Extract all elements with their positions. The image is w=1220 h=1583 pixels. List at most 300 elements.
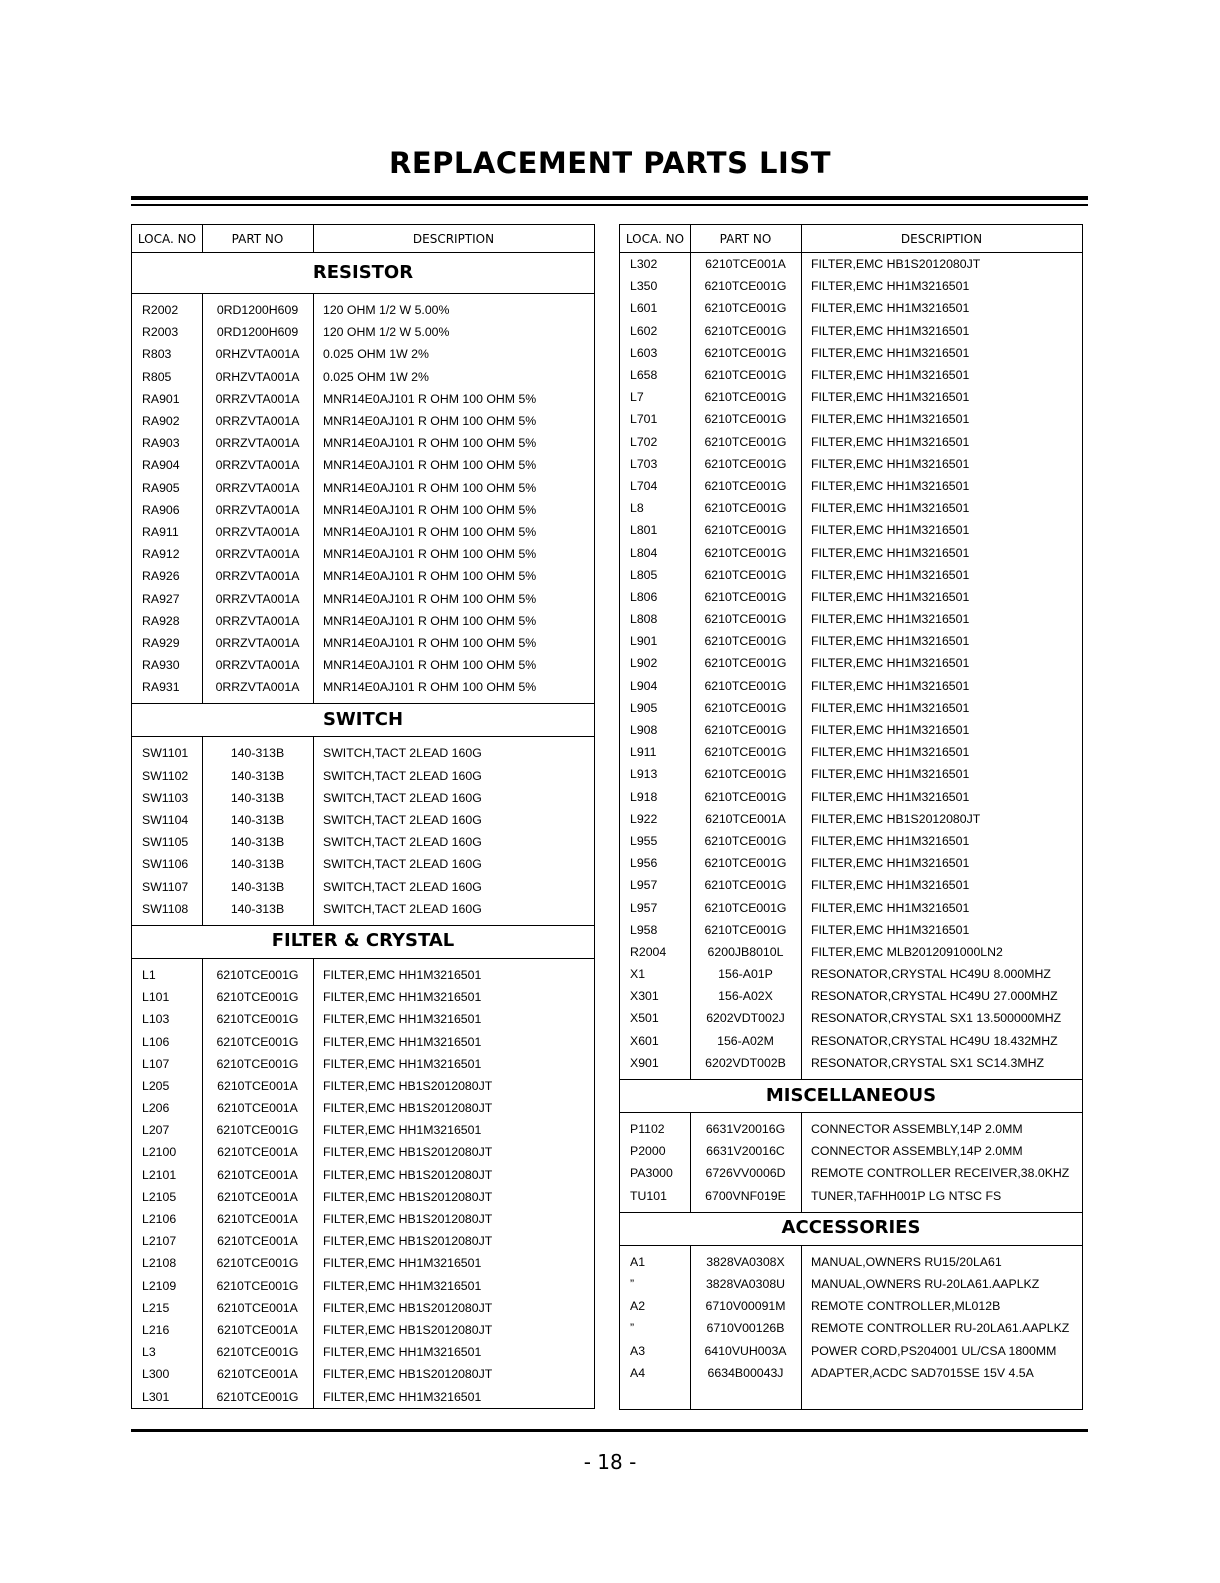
loca-no-cell: L207: [142, 1123, 170, 1138]
table-row: [620, 364, 1082, 386]
part-no-cell: 6210TCE001A: [217, 1189, 298, 1204]
table-row: [132, 1075, 594, 1097]
loca-no-cell: L103: [142, 1012, 170, 1027]
part-no-cell: 6210TCE001G: [704, 368, 787, 383]
description-cell: FILTER,EMC HH1M3216501: [323, 1345, 482, 1360]
table-row: [132, 1363, 594, 1385]
part-no-cell: 6210TCE001G: [704, 279, 787, 294]
description-cell: SWITCH,TACT 2LEAD 160G: [323, 835, 482, 850]
description-cell: FILTER,EMC HH1M3216501: [811, 345, 970, 360]
part-no-cell: 156-A02M: [717, 1033, 774, 1048]
loca-no-cell: RA929: [142, 635, 180, 650]
description-cell: FILTER,EMC HH1M3216501: [811, 767, 970, 782]
table-row: [620, 808, 1082, 830]
table-row: [132, 343, 594, 365]
description-cell: FILTER,EMC HH1M3216501: [323, 1256, 482, 1271]
loca-no-cell: ”: [630, 1276, 635, 1291]
description-cell: FILTER,EMC HH1M3216501: [323, 990, 482, 1005]
table-row: [132, 1341, 594, 1363]
table-row: [620, 1185, 1082, 1207]
description-cell: 120 OHM 1/2 W 5.00%: [323, 325, 450, 340]
description-cell: FILTER,EMC HB1S2012080JT: [323, 1078, 493, 1093]
part-no-cell: 0RRZVTA001A: [215, 458, 300, 473]
table-row: [132, 1208, 594, 1230]
part-no-cell: 0RRZVTA001A: [215, 480, 300, 495]
table-row: [620, 963, 1082, 985]
table-row: [132, 742, 594, 764]
part-no-cell: 0RRZVTA001A: [215, 658, 300, 673]
loca-no-cell: L602: [630, 323, 658, 338]
loca-no-cell: L301: [142, 1389, 170, 1404]
part-no-cell: 6210TCE001G: [704, 612, 787, 627]
header-loca-no: LOCA. NO: [625, 231, 685, 246]
loca-no-cell: L702: [630, 434, 658, 449]
description-cell: SWITCH,TACT 2LEAD 160G: [323, 790, 482, 805]
description-cell: MNR14E0AJ101 R OHM 100 OHM 5%: [323, 524, 537, 539]
loca-no-cell: L2109: [142, 1278, 177, 1293]
table-row: [132, 565, 594, 587]
loca-no-cell: L808: [630, 612, 658, 627]
description-cell: POWER CORD,PS204001 UL/CSA 1800MM: [811, 1343, 1057, 1358]
part-no-cell: 6202VDT002B: [705, 1055, 786, 1070]
table-row: [620, 253, 1082, 275]
part-no-cell: 0RRZVTA001A: [215, 635, 300, 650]
table-row: [132, 1119, 594, 1141]
loca-no-cell: L958: [630, 922, 658, 937]
title-rule-thick: [131, 196, 1088, 200]
part-no-cell: 6210TCE001G: [704, 478, 787, 493]
table-row: [620, 1140, 1082, 1162]
description-cell: FILTER,EMC HH1M3216501: [811, 789, 970, 804]
part-no-cell: 6210TCE001G: [704, 501, 787, 516]
loca-no-cell: RA901: [142, 391, 180, 406]
part-no-cell: 0RRZVTA001A: [215, 569, 300, 584]
table-row: [620, 1007, 1082, 1029]
description-cell: FILTER,EMC HH1M3216501: [811, 545, 970, 560]
loca-no-cell: L8: [630, 501, 644, 516]
part-no-cell: 6210TCE001G: [216, 1056, 299, 1071]
loca-no-cell: L2108: [142, 1256, 177, 1271]
header-part-no: PART NO: [719, 231, 772, 246]
table-row: [132, 765, 594, 787]
table-row: [620, 741, 1082, 763]
part-no-cell: 6210TCE001A: [217, 1367, 298, 1382]
table-row: [620, 453, 1082, 475]
loca-no-cell: L703: [630, 456, 658, 471]
part-no-cell: 0RRZVTA001A: [215, 680, 300, 695]
loca-no-cell: P1102: [630, 1122, 665, 1137]
part-no-cell: 6210TCE001G: [704, 656, 787, 671]
description-cell: FILTER,EMC MLB2012091000LN2: [811, 944, 1003, 959]
table-row: [620, 1118, 1082, 1140]
table-row: [620, 275, 1082, 297]
loca-no-cell: L956: [630, 856, 658, 871]
part-no-cell: 140-313B: [230, 835, 285, 850]
loca-no-cell: L904: [630, 678, 658, 693]
part-no-cell: 6700VNF019E: [705, 1188, 786, 1203]
loca-no-cell: X301: [630, 989, 659, 1004]
rows-miscellaneous: [620, 1113, 1082, 1212]
part-no-cell: 6210TCE001G: [704, 301, 787, 316]
description-cell: REMOTE CONTROLLER RU-20LA61.AAPLKZ: [811, 1321, 1070, 1336]
part-no-cell: 6210TCE001A: [217, 1300, 298, 1315]
part-no-cell: 6210TCE001G: [216, 1012, 299, 1027]
part-no-cell: 6210TCE001G: [216, 1123, 299, 1138]
part-no-cell: 6726VV0006D: [705, 1166, 786, 1181]
part-no-cell: 6210TCE001G: [704, 345, 787, 360]
description-cell: FILTER,EMC HH1M3216501: [811, 589, 970, 604]
loca-no-cell: L603: [630, 345, 658, 360]
part-no-cell: 6210TCE001G: [704, 878, 787, 893]
description-cell: MNR14E0AJ101 R OHM 100 OHM 5%: [323, 613, 537, 628]
part-no-cell: 6210TCE001G: [216, 1034, 299, 1049]
part-no-cell: 6210TCE001G: [704, 323, 787, 338]
part-no-cell: 6210TCE001G: [704, 545, 787, 560]
loca-no-cell: RA903: [142, 436, 180, 451]
part-no-cell: 0RRZVTA001A: [215, 391, 300, 406]
table-row: [132, 432, 594, 454]
description-cell: FILTER,EMC HH1M3216501: [811, 301, 970, 316]
loca-no-cell: L2105: [142, 1189, 177, 1204]
right-parts-table: [619, 224, 1083, 1410]
loca-no-cell: SW1102: [142, 768, 189, 783]
description-cell: FILTER,EMC HH1M3216501: [811, 856, 970, 871]
part-no-cell: 0RRZVTA001A: [215, 591, 300, 606]
header-loca-no: LOCA. NO: [137, 231, 197, 246]
loca-no-cell: RA928: [142, 613, 180, 628]
loca-no-cell: TU101: [630, 1188, 667, 1203]
description-cell: 0.025 OHM 1W 2%: [323, 347, 429, 362]
part-no-cell: 6210TCE001G: [704, 700, 787, 715]
part-no-cell: 140-313B: [230, 768, 285, 783]
loca-no-cell: L658: [630, 368, 658, 383]
part-no-cell: 156-A02X: [718, 989, 773, 1004]
loca-no-cell: RA912: [142, 547, 180, 562]
description-cell: MNR14E0AJ101 R OHM 100 OHM 5%: [323, 458, 537, 473]
part-no-cell: 6210TCE001G: [704, 634, 787, 649]
description-cell: MNR14E0AJ101 R OHM 100 OHM 5%: [323, 502, 537, 517]
table-row: [620, 1251, 1082, 1273]
description-cell: MANUAL,OWNERS RU15/20LA61: [811, 1254, 1002, 1269]
part-no-cell: 6210TCE001G: [704, 412, 787, 427]
header-part-no: PART NO: [231, 231, 284, 246]
description-cell: FILTER,EMC HH1M3216501: [811, 412, 970, 427]
table-row: [620, 697, 1082, 719]
section-title-miscellaneous: MISCELLANEOUS: [620, 1079, 1082, 1113]
description-cell: FILTER,EMC HB1S2012080JT: [323, 1300, 493, 1315]
table-row: [132, 543, 594, 565]
table-row: [620, 830, 1082, 852]
loca-no-cell: PA3000: [630, 1166, 673, 1181]
description-cell: RESONATOR,CRYSTAL HC49U 8.000MHZ: [811, 967, 1051, 982]
description-cell: SWITCH,TACT 2LEAD 160G: [323, 879, 482, 894]
part-no-cell: 6202VDT002J: [706, 1011, 785, 1026]
part-no-cell: 6210TCE001G: [216, 1345, 299, 1360]
part-no-cell: 6210TCE001G: [704, 434, 787, 449]
loca-no-cell: L918: [630, 789, 658, 804]
description-cell: FILTER,EMC HH1M3216501: [323, 1012, 482, 1027]
loca-no-cell: ”: [630, 1321, 635, 1336]
description-cell: TUNER,TAFHH001P LG NTSC FS: [811, 1188, 1002, 1203]
table-row: [132, 410, 594, 432]
part-no-cell: 6210TCE001G: [704, 922, 787, 937]
table-row: [132, 366, 594, 388]
loca-no-cell: L601: [630, 301, 658, 316]
loca-no-cell: L2100: [142, 1145, 177, 1160]
part-no-cell: 6631V20016C: [706, 1144, 785, 1159]
description-cell: FILTER,EMC HH1M3216501: [323, 1123, 482, 1138]
description-cell: CONNECTOR ASSEMBLY,14P 2.0MM: [811, 1144, 1023, 1159]
description-cell: FILTER,EMC HH1M3216501: [323, 1389, 482, 1404]
description-cell: FILTER,EMC HB1S2012080JT: [811, 811, 981, 826]
part-no-cell: 6210TCE001A: [217, 1145, 298, 1160]
part-no-cell: 6210TCE001G: [216, 1256, 299, 1271]
header-description: DESCRIPTION: [412, 231, 495, 246]
loca-no-cell: SW1108: [142, 901, 189, 916]
table-row: [132, 1164, 594, 1186]
loca-no-cell: SW1104: [142, 813, 189, 828]
description-cell: RESONATOR,CRYSTAL HC49U 27.000MHZ: [811, 989, 1058, 1004]
loca-no-cell: L908: [630, 723, 658, 738]
loca-no-cell: A1: [630, 1254, 646, 1269]
loca-no-cell: X1: [630, 967, 646, 982]
loca-no-cell: L902: [630, 656, 658, 671]
table-row: [132, 321, 594, 343]
table-row: [132, 787, 594, 809]
part-no-cell: 3828VA0308X: [706, 1254, 785, 1269]
loca-no-cell: L704: [630, 478, 658, 493]
part-no-cell: 6210TCE001A: [217, 1078, 298, 1093]
part-no-cell: 6210TCE001G: [704, 678, 787, 693]
loca-no-cell: L905: [630, 700, 658, 715]
description-cell: MNR14E0AJ101 R OHM 100 OHM 5%: [323, 680, 537, 695]
table-row: [620, 342, 1082, 364]
part-no-cell: 0RD1200H609: [216, 303, 299, 318]
description-cell: FILTER,EMC HH1M3216501: [811, 745, 970, 760]
table-row: [620, 652, 1082, 674]
part-no-cell: 6210TCE001A: [217, 1101, 298, 1116]
part-no-cell: 140-313B: [230, 746, 285, 761]
loca-no-cell: SW1106: [142, 857, 189, 872]
loca-no-cell: A4: [630, 1365, 646, 1380]
table-row: [620, 896, 1082, 918]
loca-no-cell: RA902: [142, 414, 180, 429]
table-row: [132, 876, 594, 898]
loca-no-cell: L7: [630, 390, 644, 405]
description-cell: FILTER,EMC HB1S2012080JT: [323, 1212, 493, 1227]
part-no-cell: 6634B00043J: [707, 1365, 784, 1380]
rows-switch: [132, 737, 594, 925]
description-cell: RESONATOR,CRYSTAL HC49U 18.432MHZ: [811, 1033, 1058, 1048]
description-cell: FILTER,EMC HH1M3216501: [811, 922, 970, 937]
part-no-cell: 6710V00091M: [705, 1299, 786, 1314]
description-cell: FILTER,EMC HH1M3216501: [811, 456, 970, 471]
table-row: [132, 1141, 594, 1163]
loca-no-cell: P2000: [630, 1144, 666, 1159]
description-cell: MNR14E0AJ101 R OHM 100 OHM 5%: [323, 391, 537, 406]
part-no-cell: 6210TCE001G: [704, 745, 787, 760]
table-row: [132, 964, 594, 986]
description-cell: FILTER,EMC HH1M3216501: [323, 1278, 482, 1293]
description-cell: RESONATOR,CRYSTAL SX1 SC14.3MHZ: [811, 1055, 1045, 1070]
part-no-cell: 6210TCE001A: [217, 1234, 298, 1249]
table-row: [620, 1052, 1082, 1074]
table-row: [132, 610, 594, 632]
loca-no-cell: L3: [142, 1345, 156, 1360]
table-row: [620, 386, 1082, 408]
table-row: [132, 1097, 594, 1119]
table-row: [620, 541, 1082, 563]
description-cell: FILTER,EMC HB1S2012080JT: [323, 1145, 493, 1160]
table-row: [620, 608, 1082, 630]
loca-no-cell: L701: [630, 412, 658, 427]
part-no-cell: 0RRZVTA001A: [215, 524, 300, 539]
part-no-cell: 140-313B: [230, 813, 285, 828]
description-cell: FILTER,EMC HB1S2012080JT: [323, 1234, 493, 1249]
part-no-cell: 6210TCE001G: [704, 567, 787, 582]
description-cell: FILTER,EMC HH1M3216501: [323, 1034, 482, 1049]
table-row: [620, 1362, 1082, 1384]
loca-no-cell: RA904: [142, 458, 180, 473]
description-cell: ADAPTER,ACDC SAD7015SE 15V 4.5A: [811, 1365, 1034, 1380]
description-cell: REMOTE CONTROLLER RECEIVER,38.0KHZ: [811, 1166, 1070, 1181]
loca-no-cell: R2003: [142, 325, 179, 340]
table-row: [620, 1295, 1082, 1317]
table-row: [620, 763, 1082, 785]
part-no-cell: 6210TCE001G: [704, 390, 787, 405]
loca-no-cell: L922: [630, 811, 658, 826]
table-row: [620, 630, 1082, 652]
part-no-cell: 140-313B: [230, 901, 285, 916]
description-cell: FILTER,EMC HB1S2012080JT: [323, 1322, 493, 1337]
table-row: [620, 874, 1082, 896]
description-cell: MNR14E0AJ101 R OHM 100 OHM 5%: [323, 414, 537, 429]
section-title-accessories: ACCESSORIES: [620, 1212, 1082, 1246]
table-row: [132, 898, 594, 920]
description-cell: FILTER,EMC HH1M3216501: [811, 323, 970, 338]
loca-no-cell: L957: [630, 878, 658, 893]
part-no-cell: 6210TCE001A: [217, 1212, 298, 1227]
table-row: [132, 1252, 594, 1274]
description-cell: MNR14E0AJ101 R OHM 100 OHM 5%: [323, 658, 537, 673]
loca-no-cell: L107: [142, 1056, 170, 1071]
part-no-cell: 6210TCE001G: [216, 990, 299, 1005]
description-cell: 0.025 OHM 1W 2%: [323, 369, 429, 384]
table-row: [620, 431, 1082, 453]
table-row: [620, 919, 1082, 941]
description-cell: FILTER,EMC HH1M3216501: [811, 723, 970, 738]
loca-no-cell: L302: [630, 257, 658, 272]
table-row: [620, 941, 1082, 963]
table-row: [132, 654, 594, 676]
part-no-cell: 6210TCE001G: [704, 833, 787, 848]
part-no-cell: 0RHZVTA001A: [215, 369, 300, 384]
section-title-resistor: RESISTOR: [132, 253, 594, 294]
table-row: [620, 1030, 1082, 1052]
loca-no-cell: L350: [630, 279, 658, 294]
table-row: [132, 1030, 594, 1052]
table-row: [132, 831, 594, 853]
table-row: [620, 675, 1082, 697]
description-cell: FILTER,EMC HH1M3216501: [323, 1056, 482, 1071]
loca-no-cell: L2101: [142, 1167, 177, 1182]
rows-filter-crystal: [132, 959, 594, 1413]
table-row: [132, 388, 594, 410]
loca-no-cell: L300: [142, 1367, 170, 1382]
header-description: DESCRIPTION: [900, 231, 983, 246]
description-cell: FILTER,EMC HH1M3216501: [811, 634, 970, 649]
loca-no-cell: L911: [630, 745, 657, 760]
loca-no-cell: X501: [630, 1011, 659, 1026]
loca-no-cell: A3: [630, 1343, 646, 1358]
title-rule-thin: [131, 204, 1088, 206]
loca-no-cell: L913: [630, 767, 658, 782]
table-row: [132, 1297, 594, 1319]
table-row: [132, 1008, 594, 1030]
table-row: [132, 1319, 594, 1341]
table-row: [620, 475, 1082, 497]
part-no-cell: 6210TCE001G: [704, 456, 787, 471]
rows-filter-crystal-continued: [620, 253, 1082, 1079]
table-row: [132, 1385, 594, 1407]
rows-accessories: [620, 1246, 1082, 1389]
footer-rule: [131, 1429, 1088, 1432]
loca-no-cell: R2002: [142, 303, 179, 318]
loca-no-cell: X601: [630, 1033, 659, 1048]
part-no-cell: 3828VA0308U: [705, 1276, 786, 1291]
part-no-cell: 156-A01P: [718, 967, 773, 982]
description-cell: FILTER,EMC HH1M3216501: [811, 523, 970, 538]
part-no-cell: 6210TCE001G: [216, 967, 299, 982]
loca-no-cell: RA926: [142, 569, 180, 584]
description-cell: FILTER,EMC HH1M3216501: [811, 390, 970, 405]
table-row: [620, 985, 1082, 1007]
loca-no-cell: RA931: [142, 680, 180, 695]
description-cell: FILTER,EMC HB1S2012080JT: [323, 1367, 493, 1382]
description-cell: FILTER,EMC HH1M3216501: [811, 478, 970, 493]
part-no-cell: 0RRZVTA001A: [215, 414, 300, 429]
table-row: [620, 497, 1082, 519]
description-cell: FILTER,EMC HH1M3216501: [811, 833, 970, 848]
loca-no-cell: R805: [142, 369, 172, 384]
table-row: [132, 1053, 594, 1075]
table-row: [620, 564, 1082, 586]
loca-no-cell: L106: [142, 1034, 170, 1049]
description-cell: FILTER,EMC HH1M3216501: [323, 967, 482, 982]
table-row: [132, 986, 594, 1008]
description-cell: FILTER,EMC HH1M3216501: [811, 878, 970, 893]
loca-no-cell: L2106: [142, 1212, 177, 1227]
section-title-filter-crystal: FILTER & CRYSTAL: [132, 925, 594, 959]
table-row: [132, 299, 594, 321]
table-row: [620, 297, 1082, 319]
description-cell: FILTER,EMC HH1M3216501: [811, 279, 970, 294]
loca-no-cell: SW1103: [142, 790, 189, 805]
table-row: [132, 853, 594, 875]
table-row: [132, 1186, 594, 1208]
part-no-cell: 6210TCE001A: [705, 257, 786, 272]
description-cell: FILTER,EMC HH1M3216501: [811, 900, 970, 915]
table-row: [620, 519, 1082, 541]
description-cell: FILTER,EMC HB1S2012080JT: [811, 257, 981, 272]
description-cell: FILTER,EMC HH1M3216501: [811, 434, 970, 449]
part-no-cell: 6200JB8010L: [707, 944, 784, 959]
description-cell: MNR14E0AJ101 R OHM 100 OHM 5%: [323, 480, 537, 495]
part-no-cell: 6210TCE001A: [217, 1322, 298, 1337]
part-no-cell: 6210TCE001G: [216, 1389, 299, 1404]
loca-no-cell: SW1105: [142, 835, 189, 850]
loca-no-cell: RA911: [142, 524, 179, 539]
